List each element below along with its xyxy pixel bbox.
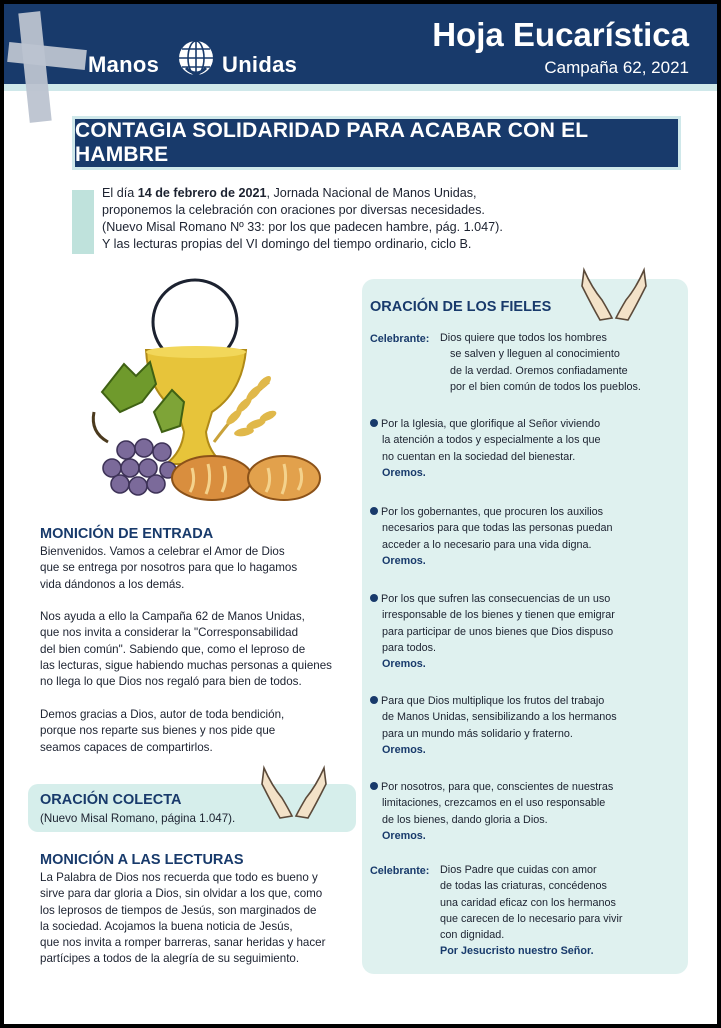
page-title: Hoja Eucarística	[432, 16, 689, 53]
campaign-subtitle: Campaña 62, 2021	[544, 58, 689, 77]
logo-manos: Manos	[88, 52, 160, 77]
monicion-lecturas-heading: MONICIÓN A LAS LECTURAS	[40, 852, 244, 868]
bullet-icon	[370, 507, 378, 515]
bullet-icon	[370, 594, 378, 602]
eucharist-illustration	[84, 272, 334, 512]
praying-hands-icon	[258, 764, 330, 820]
intro-line2: proponemos la celebración con oraciones por diversas necesidades.	[102, 203, 485, 217]
celebrante-conclusion: Dios Padre que cuidas con amor de todas las criaturas, concédenos una caridad eficaz con los hermanos que carecen de lo necesario para vivir con dignidad. Por Jesucristo nuestro Señor.	[440, 864, 623, 958]
praying-hands-icon	[578, 266, 650, 322]
peticion-gobernantes: Por los gobernantes, que procuren los auxilios necesarios para que todas las personas puedan acceder a lo necesario para una vida digna. Oremos.	[370, 504, 613, 569]
bullet-icon	[370, 696, 378, 704]
monicion-entrada-heading: MONICIÓN DE ENTRADA	[40, 526, 214, 542]
celebrante-label-final: Celebrante:	[370, 865, 430, 877]
banner-title: CONTAGIA SOLIDARIDAD PARA ACABAR CON EL HAMBRE	[72, 116, 681, 170]
bullet-icon	[370, 419, 378, 427]
globe-icon	[174, 38, 218, 82]
intro-line4: Y las lecturas propias del VI domingo del tiempo ordinario, ciclo B.	[102, 237, 472, 251]
logo-unidas: Unidas	[222, 52, 298, 77]
celebrante-label: Celebrante:	[370, 333, 430, 345]
intro-date: 14 de febrero de 2021	[137, 186, 267, 200]
oracion-colecta-heading: ORACIÓN COLECTA	[40, 792, 182, 808]
bullet-icon	[370, 782, 378, 790]
intro-prefix: El día	[102, 186, 138, 200]
intro-line3: (Nuevo Misal Romano Nº 33: por los que padecen hambre, pág. 1.047).	[102, 220, 503, 234]
oracion-fieles-heading: ORACIÓN DE LOS FIELES	[370, 299, 552, 315]
intro-accent-bar	[72, 190, 94, 254]
header-rule	[4, 84, 717, 91]
intro-text	[102, 185, 622, 253]
page	[4, 4, 717, 1024]
peticion-sufren: Por los que sufren las consecuencias de un uso irresponsable de los bienes y tienen que emigrar para participar de unos bienes que Dios dispuso para todos. Oremos.	[370, 591, 615, 672]
oracion-colecta-text: (Nuevo Misal Romano, página 1.047).	[40, 812, 236, 825]
peticion-manos-unidas: Para que Dios multiplique los frutos del trabajo de Manos Unidas, sensibilizando a los hermanos para un mundo más solidario y fraterno. Oremos.	[370, 693, 617, 758]
monicion-lecturas-text: La Palabra de Dios nos recuerda que todo es bueno y sirve para dar gloria a Dios, sin olvidar a los que, como los leprosos de tiempos de Jesús, son marginados de la sociedad. Acojamos la buena noticia de Jesús, que nos invita a romper barreras, sanar heridas y hacer partícipes a todos de la alegría de su seguimiento.	[40, 871, 326, 966]
peticion-nosotros: Por nosotros, para que, conscientes de nuestras limitaciones, crezcamos en el uso responsable de los bienes, dando gloria a Dios. Oremos.	[370, 779, 613, 844]
peticion-iglesia: Por la Iglesia, que glorifique al Señor viviendo la atención a todos y especialmente a los que no cuentan en la sociedad del bienestar. Oremos.	[370, 416, 600, 481]
celebrante-intro: Dios quiere que todos los hombres se salven y lleguen al conocimiento de la verdad. Oremos confiadamente por el bien común de todos los pueblos.	[440, 332, 641, 393]
monicion-entrada-text: Bienvenidos. Vamos a celebrar el Amor de Dios que se entrega por nosotros para que lo hagamos vida dándonos a los demás. Nos ayuda a ello la Campaña 62 de Manos Unidas, que nos invita a considerar la "Corresponsabilidad del bien común". Sabiendo que, como el leproso de las lecturas, sigue habiendo muchas personas a quienes no llega lo que Dios nos regaló para bien de todos. Demos gracias a Dios, autor de toda bendición, porque nos reparte sus bienes y nos pide que seamos capaces de compartirlos.	[40, 545, 332, 754]
intro-line1: , Jornada Nacional de Manos Unidas,	[266, 186, 477, 200]
